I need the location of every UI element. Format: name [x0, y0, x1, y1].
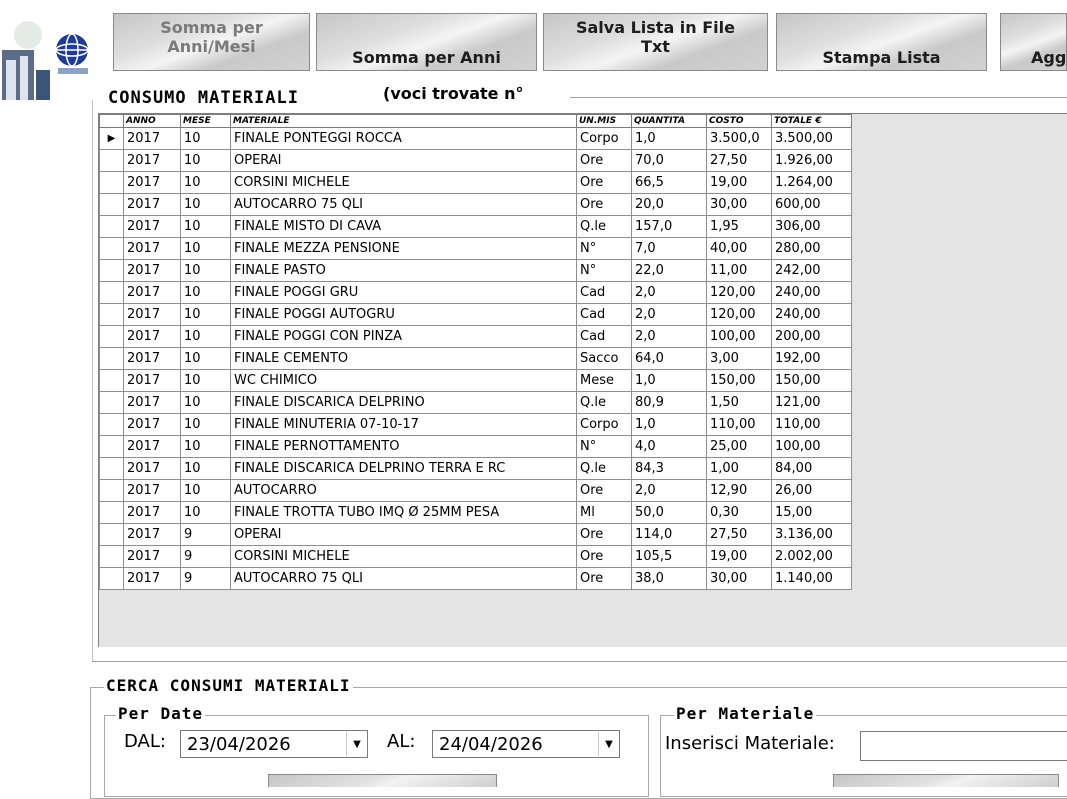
cell-costo[interactable]: 30,00 — [707, 568, 772, 590]
cell-anno[interactable]: 2017 — [124, 150, 181, 172]
cell-totale[interactable]: 3.500,00 — [772, 128, 852, 150]
row-header-corner — [100, 115, 124, 128]
cell-totale[interactable]: 280,00 — [772, 238, 852, 260]
cell-mese[interactable]: 9 — [181, 546, 231, 568]
chevron-down-icon[interactable]: ▼ — [346, 732, 367, 756]
al-date-combo[interactable] — [432, 730, 620, 758]
cell-costo[interactable]: 120,00 — [707, 304, 772, 326]
cell-unmis[interactable]: Q.le — [577, 216, 632, 238]
cell-unmis[interactable]: N° — [577, 238, 632, 260]
cell-costo[interactable]: 19,00 — [707, 172, 772, 194]
row-selector[interactable] — [100, 238, 124, 260]
row-selector[interactable] — [100, 348, 124, 370]
cell-quantita[interactable]: 2,0 — [632, 304, 707, 326]
table-row[interactable] — [100, 436, 852, 458]
somma-per-anni-mesi-label-2: Anni/Mesi — [167, 37, 256, 56]
table-row[interactable] — [100, 172, 852, 194]
al-label: AL: — [387, 731, 416, 752]
table-row[interactable] — [100, 414, 852, 436]
cell-anno[interactable]: 2017 — [124, 260, 181, 282]
cell-anno[interactable]: 2017 — [124, 524, 181, 546]
cell-mese[interactable]: 10 — [181, 216, 231, 238]
somma-per-anni-button[interactable] — [316, 13, 537, 71]
cell-mese[interactable]: 10 — [181, 260, 231, 282]
app-logo — [0, 10, 100, 100]
cell-unmis[interactable]: Q.le — [577, 392, 632, 414]
column-header-materiale[interactable]: MATERIALE — [231, 115, 577, 128]
frame-left-border — [92, 100, 93, 662]
row-selector[interactable] — [100, 216, 124, 238]
cell-materiale[interactable]: WC CHIMICO — [231, 370, 577, 392]
row-selector[interactable] — [100, 458, 124, 480]
cell-unmis[interactable]: Corpo — [577, 128, 632, 150]
cell-unmis[interactable]: Ore — [577, 172, 632, 194]
cell-costo[interactable]: 3,00 — [707, 348, 772, 370]
row-selector[interactable] — [100, 282, 124, 304]
cell-anno[interactable]: 2017 — [124, 568, 181, 590]
cell-mese[interactable]: 10 — [181, 502, 231, 524]
cell-costo[interactable]: 19,00 — [707, 546, 772, 568]
per-date-title: Per Date — [118, 704, 204, 723]
cell-totale[interactable]: 110,00 — [772, 414, 852, 436]
cell-quantita[interactable]: 64,0 — [632, 348, 707, 370]
table-row[interactable] — [100, 260, 852, 282]
stampa-lista-label: Stampa Lista — [822, 48, 941, 67]
materials-table — [99, 114, 852, 590]
cell-totale[interactable]: 100,00 — [772, 436, 852, 458]
table-row[interactable] — [100, 194, 852, 216]
table-row[interactable] — [100, 238, 852, 260]
cell-costo[interactable]: 0,30 — [707, 502, 772, 524]
header-divider — [570, 97, 1067, 98]
table-row[interactable] — [100, 150, 852, 172]
cell-totale[interactable]: 200,00 — [772, 326, 852, 348]
row-selector[interactable] — [100, 370, 124, 392]
cell-totale[interactable]: 26,00 — [772, 480, 852, 502]
salva-lista-label-2: Txt — [641, 37, 670, 56]
cell-quantita[interactable]: 84,3 — [632, 458, 707, 480]
cell-totale[interactable]: 121,00 — [772, 392, 852, 414]
cell-anno[interactable]: 2017 — [124, 304, 181, 326]
cell-anno[interactable]: 2017 — [124, 172, 181, 194]
materials-grid[interactable] — [98, 113, 1067, 647]
cell-unmis[interactable]: Ore — [577, 480, 632, 502]
cell-costo[interactable]: 3.500,0 — [707, 128, 772, 150]
al-date-value: 24/04/2026 — [439, 733, 543, 755]
cell-materiale[interactable]: FINALE CEMENTO — [231, 348, 577, 370]
grid-header-row — [100, 115, 852, 128]
cell-costo[interactable]: 100,00 — [707, 326, 772, 348]
table-row[interactable] — [100, 480, 852, 502]
cell-totale[interactable]: 242,00 — [772, 260, 852, 282]
cell-anno[interactable]: 2017 — [124, 458, 181, 480]
cell-anno[interactable]: 2017 — [124, 546, 181, 568]
frame-bottom-border — [92, 661, 1067, 662]
cell-anno[interactable]: 2017 — [124, 348, 181, 370]
cell-quantita[interactable]: 50,0 — [632, 502, 707, 524]
cell-materiale[interactable]: FINALE PERNOTTAMENTO — [231, 436, 577, 458]
row-selector[interactable] — [100, 260, 124, 282]
cell-materiale[interactable]: FINALE DISCARICA DELPRINO TERRA E RC — [231, 458, 577, 480]
cell-materiale[interactable]: FINALE TROTTA TUBO IMQ Ø 25MM PESA — [231, 502, 577, 524]
row-selector[interactable] — [100, 414, 124, 436]
cell-anno[interactable]: 2017 — [124, 392, 181, 414]
cell-mese[interactable]: 10 — [181, 370, 231, 392]
cell-quantita[interactable]: 38,0 — [632, 568, 707, 590]
table-row[interactable] — [100, 502, 852, 524]
row-selector[interactable] — [100, 436, 124, 458]
cell-anno[interactable]: 2017 — [124, 238, 181, 260]
cell-quantita[interactable]: 157,0 — [632, 216, 707, 238]
cell-mese[interactable]: 10 — [181, 172, 231, 194]
cell-mese[interactable]: 9 — [181, 524, 231, 546]
row-selector[interactable] — [100, 480, 124, 502]
table-row[interactable] — [100, 370, 852, 392]
row-selector[interactable] — [100, 524, 124, 546]
cell-mese[interactable]: 10 — [181, 414, 231, 436]
row-selector[interactable] — [100, 194, 124, 216]
salva-lista-label-1: Salva Lista in File — [575, 18, 735, 37]
cell-costo[interactable]: 1,50 — [707, 392, 772, 414]
cell-quantita[interactable]: 70,0 — [632, 150, 707, 172]
cell-totale[interactable]: 192,00 — [772, 348, 852, 370]
cell-materiale[interactable]: AUTOCARRO — [231, 480, 577, 502]
cell-anno[interactable]: 2017 — [124, 216, 181, 238]
somma-per-anni-label: Somma per Anni — [352, 48, 501, 67]
cell-costo[interactable]: 25,00 — [707, 436, 772, 458]
cell-materiale[interactable]: FINALE MINUTERIA 07-10-17 — [231, 414, 577, 436]
cell-quantita[interactable]: 22,0 — [632, 260, 707, 282]
stampa-lista-button[interactable] — [776, 13, 987, 71]
per-materiale-title: Per Materiale — [676, 704, 815, 723]
column-header-costo[interactable]: COSTO — [707, 115, 772, 128]
cell-mese[interactable]: 10 — [181, 194, 231, 216]
cell-totale[interactable]: 306,00 — [772, 216, 852, 238]
cell-materiale[interactable]: CORSINI MICHELE — [231, 546, 577, 568]
table-row[interactable] — [100, 326, 852, 348]
table-row[interactable] — [100, 524, 852, 546]
cell-totale[interactable]: 240,00 — [772, 304, 852, 326]
cell-mese[interactable]: 10 — [181, 150, 231, 172]
inserisci-materiale-label: Inserisci Materiale: — [665, 733, 835, 754]
row-selector[interactable] — [100, 502, 124, 524]
cell-anno[interactable]: 2017 — [124, 282, 181, 304]
cell-quantita[interactable]: 1,0 — [632, 128, 707, 150]
row-selector[interactable] — [100, 304, 124, 326]
cell-unmis[interactable]: Ore — [577, 546, 632, 568]
cell-mese[interactable]: 9 — [181, 568, 231, 590]
cell-totale[interactable]: 3.136,00 — [772, 524, 852, 546]
cell-unmis[interactable]: Ore — [577, 150, 632, 172]
cell-materiale[interactable]: FINALE MEZZA PENSIONE — [231, 238, 577, 260]
column-header-totale[interactable]: TOTALE € — [772, 115, 852, 128]
cell-mese[interactable]: 10 — [181, 436, 231, 458]
cerca-per-date-button[interactable] — [268, 774, 497, 787]
table-row[interactable] — [100, 216, 852, 238]
cell-costo[interactable]: 12,90 — [707, 480, 772, 502]
cell-materiale[interactable]: FINALE PASTO — [231, 260, 577, 282]
column-header-quantita[interactable]: QUANTITA — [632, 115, 707, 128]
search-frame-title: CERCA CONSUMI MATERIALI — [106, 676, 351, 695]
row-selector[interactable] — [100, 172, 124, 194]
row-selector[interactable] — [100, 326, 124, 348]
table-row[interactable] — [100, 282, 852, 304]
cell-unmis[interactable]: Cad — [577, 304, 632, 326]
cell-mese[interactable]: 10 — [181, 326, 231, 348]
table-row[interactable] — [100, 304, 852, 326]
dal-date-combo[interactable] — [180, 730, 368, 758]
cell-materiale[interactable]: OPERAI — [231, 524, 577, 546]
cell-unmis[interactable]: Cad — [577, 282, 632, 304]
cell-mese[interactable]: 10 — [181, 480, 231, 502]
cell-anno[interactable]: 2017 — [124, 502, 181, 524]
cell-quantita[interactable]: 114,0 — [632, 524, 707, 546]
cell-unmis[interactable]: Cad — [577, 326, 632, 348]
cell-materiale[interactable]: AUTOCARRO 75 QLI — [231, 568, 577, 590]
cell-unmis[interactable]: Ml — [577, 502, 632, 524]
cell-materiale[interactable]: AUTOCARRO 75 QLI — [231, 194, 577, 216]
table-row[interactable] — [100, 458, 852, 480]
cell-costo[interactable]: 150,00 — [707, 370, 772, 392]
cell-costo[interactable]: 40,00 — [707, 238, 772, 260]
cell-materiale[interactable]: FINALE DISCARICA DELPRINO — [231, 392, 577, 414]
somma-per-anni-mesi-button[interactable] — [113, 13, 310, 71]
cell-totale[interactable]: 1.140,00 — [772, 568, 852, 590]
column-header-mese[interactable]: MESE — [181, 115, 231, 128]
row-selector[interactable] — [100, 568, 124, 590]
dal-label: DAL: — [124, 731, 166, 752]
cell-costo[interactable]: 1,00 — [707, 458, 772, 480]
row-selector[interactable] — [100, 392, 124, 414]
cell-mese[interactable]: 10 — [181, 392, 231, 414]
cell-unmis[interactable]: Mese — [577, 370, 632, 392]
cell-costo[interactable]: 120,00 — [707, 282, 772, 304]
cell-quantita[interactable]: 80,9 — [632, 392, 707, 414]
cell-mese[interactable]: 10 — [181, 282, 231, 304]
cell-totale[interactable]: 84,00 — [772, 458, 852, 480]
cell-totale[interactable]: 15,00 — [772, 502, 852, 524]
table-row[interactable] — [100, 392, 852, 414]
cell-totale[interactable]: 600,00 — [772, 194, 852, 216]
column-header-anno[interactable]: ANNO — [124, 115, 181, 128]
row-selector[interactable] — [100, 150, 124, 172]
aggiorna-button[interactable] — [1000, 13, 1067, 71]
cell-quantita[interactable]: 20,0 — [632, 194, 707, 216]
items-found-label: (voci trovate n° — [383, 84, 524, 103]
table-row[interactable] — [100, 348, 852, 370]
cell-quantita[interactable]: 2,0 — [632, 282, 707, 304]
column-header-unmis[interactable]: UN.MIS — [577, 115, 632, 128]
cell-unmis[interactable]: N° — [577, 436, 632, 458]
cell-unmis[interactable]: N° — [577, 260, 632, 282]
chevron-down-icon[interactable]: ▼ — [598, 732, 619, 756]
cell-quantita[interactable]: 1,0 — [632, 414, 707, 436]
cell-quantita[interactable]: 2,0 — [632, 480, 707, 502]
table-row[interactable] — [100, 546, 852, 568]
cell-anno[interactable]: 2017 — [124, 194, 181, 216]
cell-materiale[interactable]: CORSINI MICHELE — [231, 172, 577, 194]
cell-mese[interactable]: 10 — [181, 304, 231, 326]
cell-anno[interactable]: 2017 — [124, 480, 181, 502]
cell-costo[interactable]: 27,50 — [707, 150, 772, 172]
cell-materiale[interactable]: FINALE PONTEGGI ROCCA — [231, 128, 577, 150]
cell-materiale[interactable]: FINALE POGGI AUTOGRU — [231, 304, 577, 326]
section-title: CONSUMO MATERIALI — [108, 88, 299, 108]
cell-quantita[interactable]: 2,0 — [632, 326, 707, 348]
cell-anno[interactable]: 2017 — [124, 436, 181, 458]
cell-unmis[interactable]: Sacco — [577, 348, 632, 370]
table-row[interactable] — [100, 568, 852, 590]
cerca-per-materiale-button[interactable] — [833, 774, 1059, 787]
cell-quantita[interactable]: 66,5 — [632, 172, 707, 194]
cell-totale[interactable]: 240,00 — [772, 282, 852, 304]
cell-totale[interactable]: 1.926,00 — [772, 150, 852, 172]
cell-anno[interactable]: 2017 — [124, 128, 181, 150]
row-selector[interactable] — [100, 128, 124, 150]
cell-costo[interactable]: 11,00 — [707, 260, 772, 282]
cell-unmis[interactable]: Q.le — [577, 458, 632, 480]
cell-unmis[interactable]: Ore — [577, 568, 632, 590]
cell-anno[interactable]: 2017 — [124, 414, 181, 436]
cell-costo[interactable]: 30,00 — [707, 194, 772, 216]
cell-unmis[interactable]: Corpo — [577, 414, 632, 436]
cell-mese[interactable]: 10 — [181, 238, 231, 260]
cell-mese[interactable]: 10 — [181, 348, 231, 370]
cell-anno[interactable]: 2017 — [124, 326, 181, 348]
cell-materiale[interactable]: OPERAI — [231, 150, 577, 172]
cell-unmis[interactable]: Ore — [577, 524, 632, 546]
cell-totale[interactable]: 150,00 — [772, 370, 852, 392]
cell-costo[interactable]: 1,95 — [707, 216, 772, 238]
cell-quantita[interactable]: 4,0 — [632, 436, 707, 458]
cell-costo[interactable]: 110,00 — [707, 414, 772, 436]
somma-per-anni-mesi-label-1: Somma per — [160, 18, 263, 37]
cell-quantita[interactable]: 105,5 — [632, 546, 707, 568]
cell-materiale[interactable]: FINALE POGGI CON PINZA — [231, 326, 577, 348]
cell-totale[interactable]: 2.002,00 — [772, 546, 852, 568]
cell-materiale[interactable]: FINALE MISTO DI CAVA — [231, 216, 577, 238]
cell-quantita[interactable]: 7,0 — [632, 238, 707, 260]
cell-anno[interactable]: 2017 — [124, 370, 181, 392]
row-selector[interactable] — [100, 546, 124, 568]
cell-quantita[interactable]: 1,0 — [632, 370, 707, 392]
cell-unmis[interactable]: Ore — [577, 194, 632, 216]
aggiorna-label: Agg — [1031, 48, 1067, 67]
cell-mese[interactable]: 10 — [181, 128, 231, 150]
cell-mese[interactable]: 10 — [181, 458, 231, 480]
current-row-marker-icon: ▶ — [107, 133, 116, 144]
cell-totale[interactable]: 1.264,00 — [772, 172, 852, 194]
materiale-input[interactable] — [860, 731, 1067, 761]
cell-materiale[interactable]: FINALE POGGI GRU — [231, 282, 577, 304]
salva-lista-txt-button[interactable] — [543, 13, 768, 71]
cell-costo[interactable]: 27,50 — [707, 524, 772, 546]
table-row[interactable] — [100, 128, 852, 150]
dal-date-value: 23/04/2026 — [187, 733, 291, 755]
